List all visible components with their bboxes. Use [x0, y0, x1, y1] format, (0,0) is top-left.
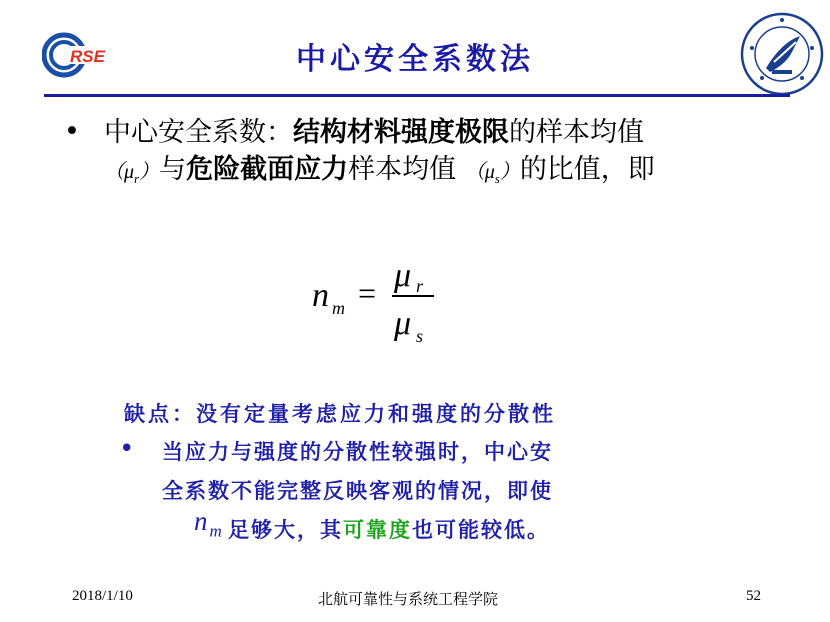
- mu-s-symbol: $(\mu_s)$: [464, 161, 520, 186]
- text-segment: 的样本均值: [509, 117, 644, 148]
- formula-numerator-sub: r: [416, 276, 424, 296]
- formula-n: n: [312, 277, 329, 314]
- text-segment: 样本均值: [348, 154, 457, 185]
- mu-r-symbol: $(\mu_r)$: [104, 161, 160, 186]
- footer-organization: 北航可靠性与系统工程学院: [318, 592, 499, 608]
- material-strength-term: 结构材料强度极限: [293, 117, 509, 148]
- lead-text: 中心安全系数：: [104, 117, 293, 148]
- formula-denominator: μ: [394, 305, 412, 342]
- formula-n-sub: m: [332, 298, 345, 318]
- text-segment: 也可能较低。: [412, 518, 550, 542]
- drawback-line: 全系数不能完整反映客观的情况，即使: [162, 479, 553, 503]
- definition-paragraph: [104, 114, 784, 197]
- slide-title: 中心安全系数法: [296, 42, 534, 77]
- bullet-icon: •: [64, 116, 80, 147]
- nm-symbol: $n_m$: [194, 506, 224, 541]
- drawback-heading: 缺点：没有定量考虑应力和强度的分散性: [124, 402, 556, 426]
- text-segment: 与: [159, 154, 187, 185]
- reliability-term: 可靠度: [343, 518, 412, 542]
- bullet-icon: •: [120, 436, 134, 460]
- section-stress-term: 危险截面应力: [186, 154, 349, 185]
- drawback-line: 当应力与强度的分散性较强时，中心安: [162, 440, 553, 464]
- formula-numerator: μ: [394, 258, 412, 294]
- formula-equals: =: [358, 275, 377, 311]
- text-segment: 足够大，其: [228, 518, 343, 542]
- title-divider: [44, 94, 790, 97]
- formula-denominator-sub: s: [416, 326, 424, 346]
- rse-logo-text: RSE: [70, 47, 105, 66]
- text-segment: 的比值，即: [519, 154, 655, 185]
- footer-date: 2018/1/10: [72, 588, 133, 604]
- safety-factor-formula: [310, 258, 450, 348]
- page-number: 52: [746, 588, 761, 604]
